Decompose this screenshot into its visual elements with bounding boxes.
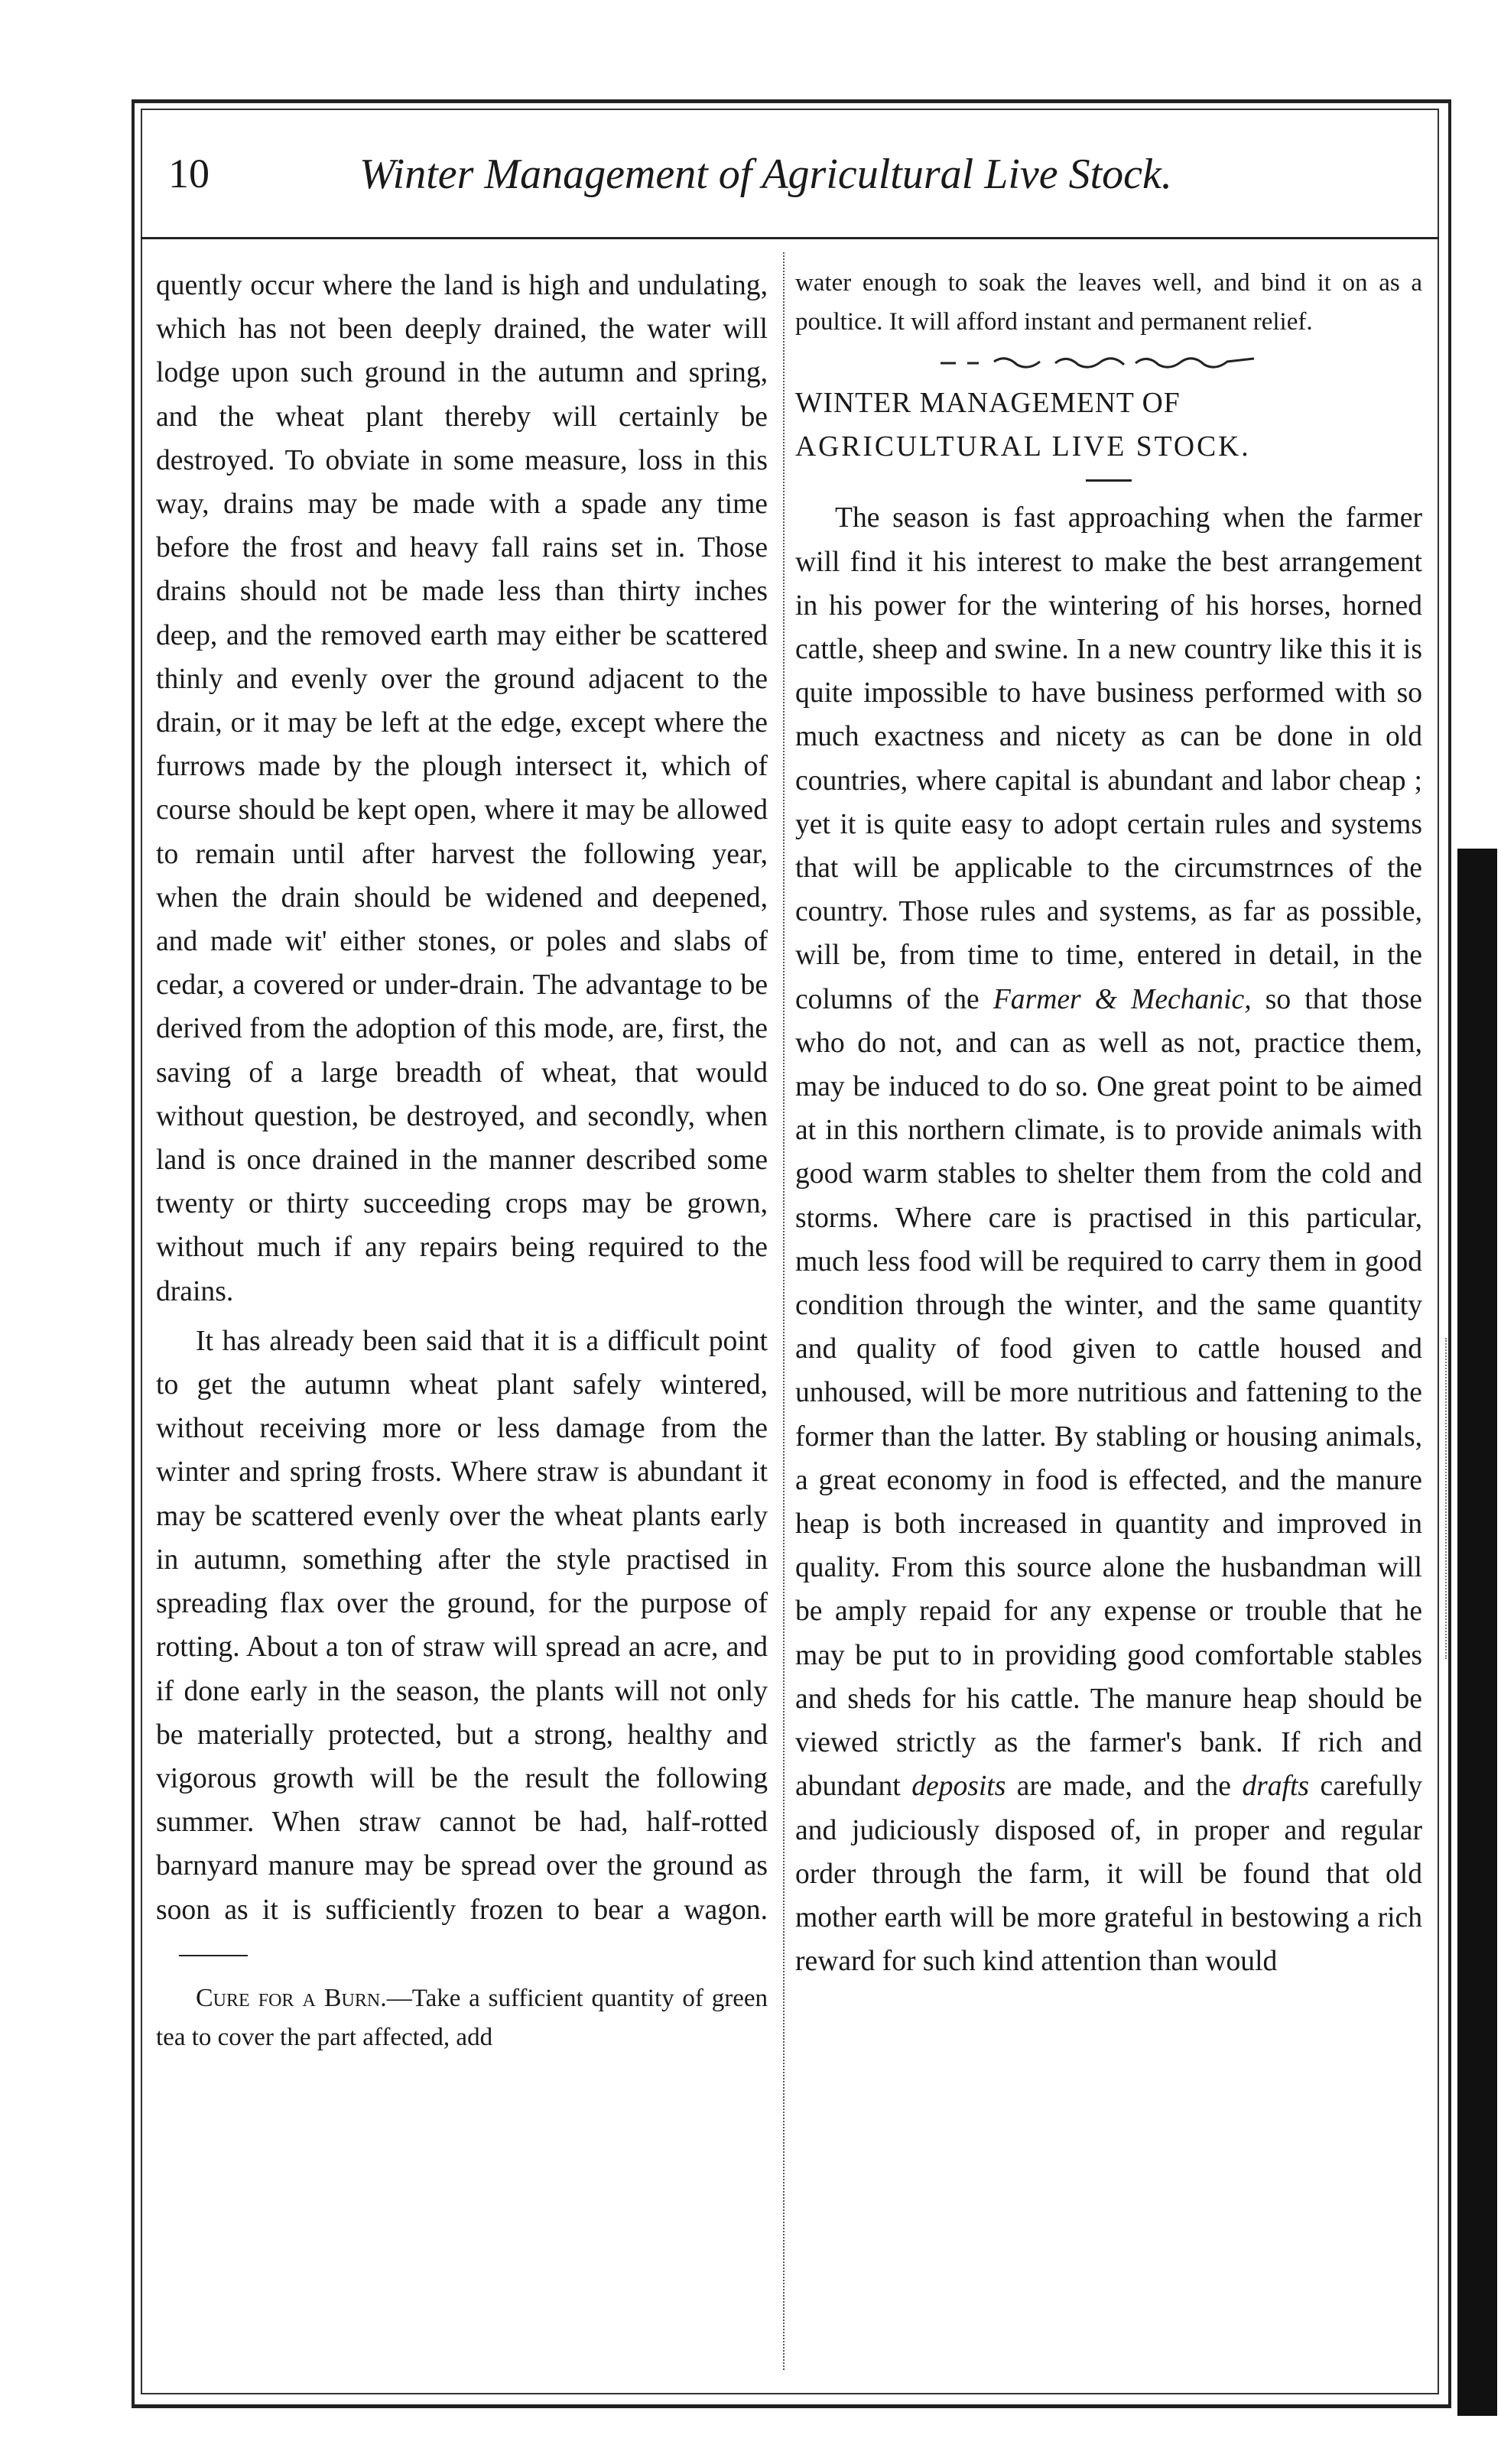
left-paragraph-2-text: It has already been said that it is a difficult point to get the autumn wheat plant safely wintered, without receiving more or less damage from the winter and spring frosts. Where straw is abundant it may be scattered evenly over the wheat plants early in autumn, something after the style practised in spreading flax over the ground, for the purpose of rotting. About a ton of straw will spread an acre, and if done early in the season, the plants will not only be materially protected, but a strong, healthy and vigorous growth will be the result the following summer. When straw cannot be had, half-rotted barnyard manure may be spread over the ground as soon as it is sufficiently frozen to bear a wagon. [156,1325,768,1926]
ornament-divider [795,348,1422,378]
right-text-b: so that those who do not, and can as well as not, practice them, may be induced to do so. One great point to be aimed at in this northern climate, is to provide animals with good warm stables to shelter them from the cold and storms. Where care is practised in this particular, much less food will be required to carry them in good condition through the winter, and the same quantity and quality of food given to cattle housed and unhoused, will be more nutritious and fattening to the former than the latter. By stabling or housing animals, a great economy in food is effected, and the manure heap is both increased in quantity and improved in quality. From this source alone the husbandman will be amply repaid for any expense or trouble that he may be put to in providing good comfortable stables and sheds for his cattle. The manure heap should be viewed strictly as the farmer's bank. If rich and abundant [795,983,1422,1803]
italic-drafts: drafts [1242,1771,1310,1803]
recipe-heading: Cure for a Burn. [196,1983,387,2012]
running-title: Winter Management of Agricultural Live Stock. [359,151,1172,198]
scan-edge-bar [1457,849,1497,2416]
section-title-line-2: AGRICULTURAL LIVE STOCK. [795,431,1251,463]
italic-deposits: deposits [911,1771,1006,1803]
right-text-d: carefully and judiciously disposed of, in proper and regular order through the farm, it will be found that old mother earth will be more grateful in bestowing a rich reward for such kind attention than would [795,1771,1423,1978]
ornament-squiggle [933,348,1285,375]
inline-dash [179,1955,248,1956]
left-paragraph-1: quently occur where the land is high and undulating, which has not been deeply drained, the water will lodge upon such ground in the autumn and spring, and the wheat plant thereby will certainly be destroyed. To obviate in some measure, loss in this way, drains may be made with a spade any time before the frost and heavy fall rains set in. Those drains should not be made less than thirty inches deep, and the removed earth may either be scattered thinly and evenly over the ground adjacent to the drain, or it may be left at the edge, except where the furrows made by the plough intersect it, which of course should be kept open, where it may be allowed to remain until after harvest the following year, when the drain should be widened and deepened, and made wit' either stones, or poles and slabs of cedar, a covered or under-drain. The advantage to be derived from the adoption of this mode, are, first, the saving of a large breadth of wheat, that would without question, be destroyed, and secondly, when land is once drained in the manner described some twenty or thirty succeeding crops may be grown, without much if any repairs being required to the drains. [156,270,768,1307]
page-number: 10 [168,151,210,196]
right-paragraph-1 [795,496,1422,1983]
right-text-c: are made, and the [1006,1771,1243,1803]
left-column [156,264,768,2057]
right-column [795,264,1422,1983]
recipe-text: —Take a sufficient quantity of green tea to cover the part affected, add [156,1984,768,2051]
recipe-continued: water enough to soak the leaves well, and bind it on as a poultice. It will afford instant and permanent relief. [795,269,1422,336]
title-dash [795,469,1422,492]
right-text-a: The season is fast approaching when the farmer will find it his interest to make the best arrangement in his power for the wintering of his horses, horned cattle, sheep and swine. In a new country like this it is quite impossible to have business performed with so much exactness and nicety as can be done in old countries, where capital is abundant and labor cheap ; yet it is quite easy to adopt certain rules and systems that will be applicable to the circumstrnces of the country. Those rules and systems, as far as possible, will be, from time to time, entered in detail, in the columns of the [795,502,1422,1015]
recipe-paragraph [156,1979,768,2057]
publication-name: Farmer & Mechanic, [993,983,1252,1015]
column-divider [783,252,785,2370]
section-title-line-1: WINTER MANAGEMENT OF [795,388,1181,419]
left-paragraph-2 [156,1320,768,1975]
header-rule [141,237,1439,239]
